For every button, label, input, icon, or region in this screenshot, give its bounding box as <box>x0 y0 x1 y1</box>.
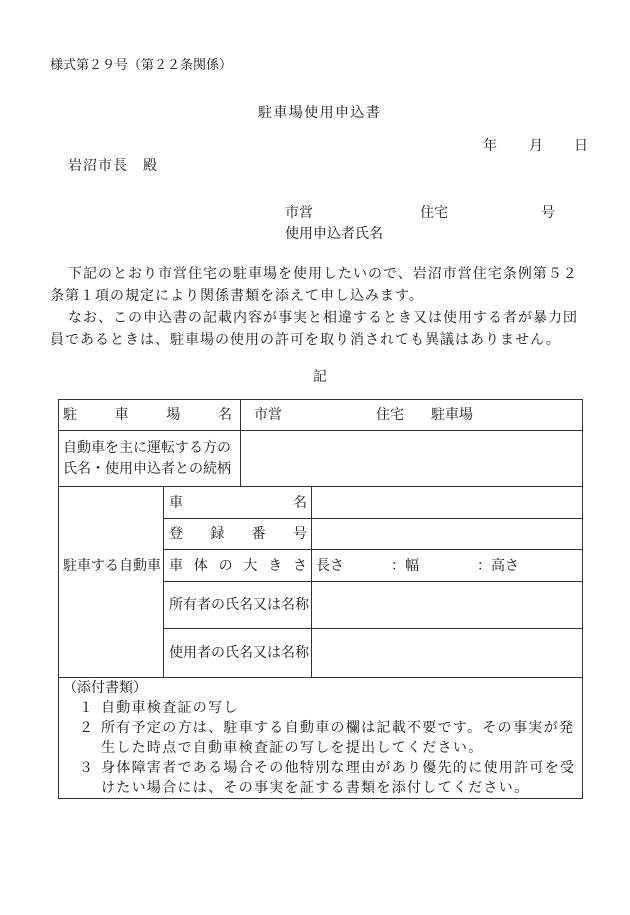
label-char: 名 <box>239 645 253 661</box>
attachment-item <box>59 718 582 758</box>
label-char: 称 <box>295 597 309 613</box>
label-char: は <box>267 597 281 613</box>
application-table <box>58 399 583 799</box>
applicant-city-housing-label: 市営 <box>285 205 313 221</box>
attachment-number: １ <box>79 700 93 716</box>
car-name-value-cell <box>312 487 583 519</box>
label-char: 名 <box>217 407 232 423</box>
width-label: ：幅 <box>391 557 419 574</box>
parking-name-label-cell <box>59 400 241 431</box>
label-char: 又 <box>253 597 267 613</box>
label-char: は <box>267 645 281 661</box>
paragraph-declaration <box>50 307 578 351</box>
car-name-label-cell <box>164 487 312 519</box>
label-char: 氏 <box>225 597 239 613</box>
label-char: 車 <box>169 494 183 511</box>
driver-label-line: 自動車を主に運転する方の <box>63 439 231 456</box>
registration-value-cell <box>312 519 583 550</box>
label-char: 所 <box>169 597 183 613</box>
user-label-cell <box>164 629 312 678</box>
owner-label-cell <box>164 582 312 629</box>
label-char: 氏 <box>225 645 239 661</box>
attachment-line: 生した時点で自動車検査証の写しを提出してください。 <box>101 740 484 756</box>
addressee: 岩沼市長 殿 <box>68 158 158 174</box>
vehicle-size-label <box>169 558 307 574</box>
attachments-row <box>59 678 583 799</box>
paragraph-line: 下記のとおり市営住宅の駐車場を使用したいので、岩沼市営住宅条例第５２ <box>68 266 578 282</box>
date-month-label: 月 <box>529 138 543 154</box>
attachment-line: 所有予定の方は、駐車する自動車の欄は記載不要です。その事実が発 <box>101 720 575 736</box>
label-char: 名 <box>281 645 295 661</box>
label-char: の <box>211 645 225 661</box>
form-title: 駐車場使用申込書 <box>258 105 382 121</box>
attachment-item <box>59 698 582 718</box>
parking-name-row <box>59 400 583 431</box>
parking-name-label <box>63 407 232 423</box>
vehicle-size-value-cell <box>312 550 583 582</box>
label-char: 車 <box>169 557 183 574</box>
label-char: 体 <box>193 557 208 574</box>
driver-label-cell <box>59 431 241 487</box>
label-char: 又 <box>253 645 267 661</box>
date-year-label: 年 <box>483 138 497 154</box>
label-char: の <box>211 597 225 613</box>
driver-label-line: 氏名・使用申込者との続柄 <box>63 460 231 477</box>
parking-housing-label: 住宅 <box>376 407 404 423</box>
label-char: 車 <box>114 407 129 423</box>
vehicle-group-label: 駐車する自動車 <box>63 558 161 574</box>
applicant-name-label: 使用申込者氏名 <box>285 226 383 242</box>
label-char: 用 <box>183 645 197 661</box>
applicant-unit-label: 号 <box>541 205 555 221</box>
label-char: 番 <box>251 526 266 542</box>
user-label <box>169 645 307 661</box>
label-char: 名 <box>239 597 253 613</box>
length-label: 長さ <box>316 557 344 574</box>
ki-heading: 記 <box>313 369 327 385</box>
registration-label-cell <box>164 519 312 550</box>
registration-label <box>169 526 307 542</box>
attachment-line: けたい場合には、その事実を証する書類を添付してください。 <box>101 780 530 796</box>
owner-label <box>169 597 307 613</box>
label-char: き <box>268 557 283 574</box>
body-text <box>50 263 578 351</box>
label-char: 称 <box>295 645 309 661</box>
user-value-cell <box>312 629 583 678</box>
label-char: 者 <box>197 645 211 661</box>
driver-value-cell <box>241 431 583 487</box>
driver-row <box>59 431 583 487</box>
attachment-number: ３ <box>79 760 93 776</box>
date-day-label: 日 <box>574 138 588 154</box>
height-label: ：高さ <box>477 557 519 574</box>
label-char: 場 <box>166 407 181 423</box>
vehicle-size-label-cell <box>164 550 312 582</box>
label-char: 登 <box>169 526 183 542</box>
form-number: 様式第２９号（第２２条関係） <box>50 58 233 73</box>
applicant-housing-label: 住宅 <box>420 205 448 221</box>
label-char: 名 <box>281 597 295 613</box>
paragraph-line: なお、この申込書の記載内容が事実と相違するとき又は使用する者が暴力団 <box>68 310 578 326</box>
paragraph-line: 員であるときは、駐車場の使用の許可を取り消されても異議はありません。 <box>50 332 561 348</box>
car-name-label <box>169 495 307 511</box>
attachments-cell <box>59 678 583 799</box>
owner-value-cell <box>312 582 583 629</box>
car-name-row <box>59 487 583 519</box>
attachments-heading: （添付書類） <box>63 680 147 696</box>
attachment-line: 身体障害者である場合その他特別な理由があり優先的に使用許可を受 <box>101 760 576 776</box>
attachment-number: ２ <box>79 720 93 736</box>
label-char: の <box>218 557 233 574</box>
label-char: 有 <box>183 597 197 613</box>
attachment-line: 自動車検査証の写し <box>101 700 239 716</box>
label-char: さ <box>292 557 307 574</box>
parking-city-housing-label: 市営 <box>254 407 282 423</box>
parking-lot-label: 駐車場 <box>431 407 473 423</box>
vehicle-group-label-cell <box>59 487 164 678</box>
parking-name-value-cell <box>241 400 583 431</box>
label-char: 録 <box>210 526 225 542</box>
paragraph-line: 条第１項の規定により関係書類を添えて申し込みます。 <box>50 288 424 304</box>
label-char: 使 <box>169 645 183 661</box>
attachment-item <box>59 758 582 798</box>
label-char: 大 <box>243 557 258 574</box>
label-char: 名 <box>293 494 307 511</box>
label-char: 駐 <box>63 407 77 423</box>
label-char: 者 <box>197 597 211 613</box>
label-char: 号 <box>292 526 307 542</box>
paragraph-request <box>50 263 578 307</box>
